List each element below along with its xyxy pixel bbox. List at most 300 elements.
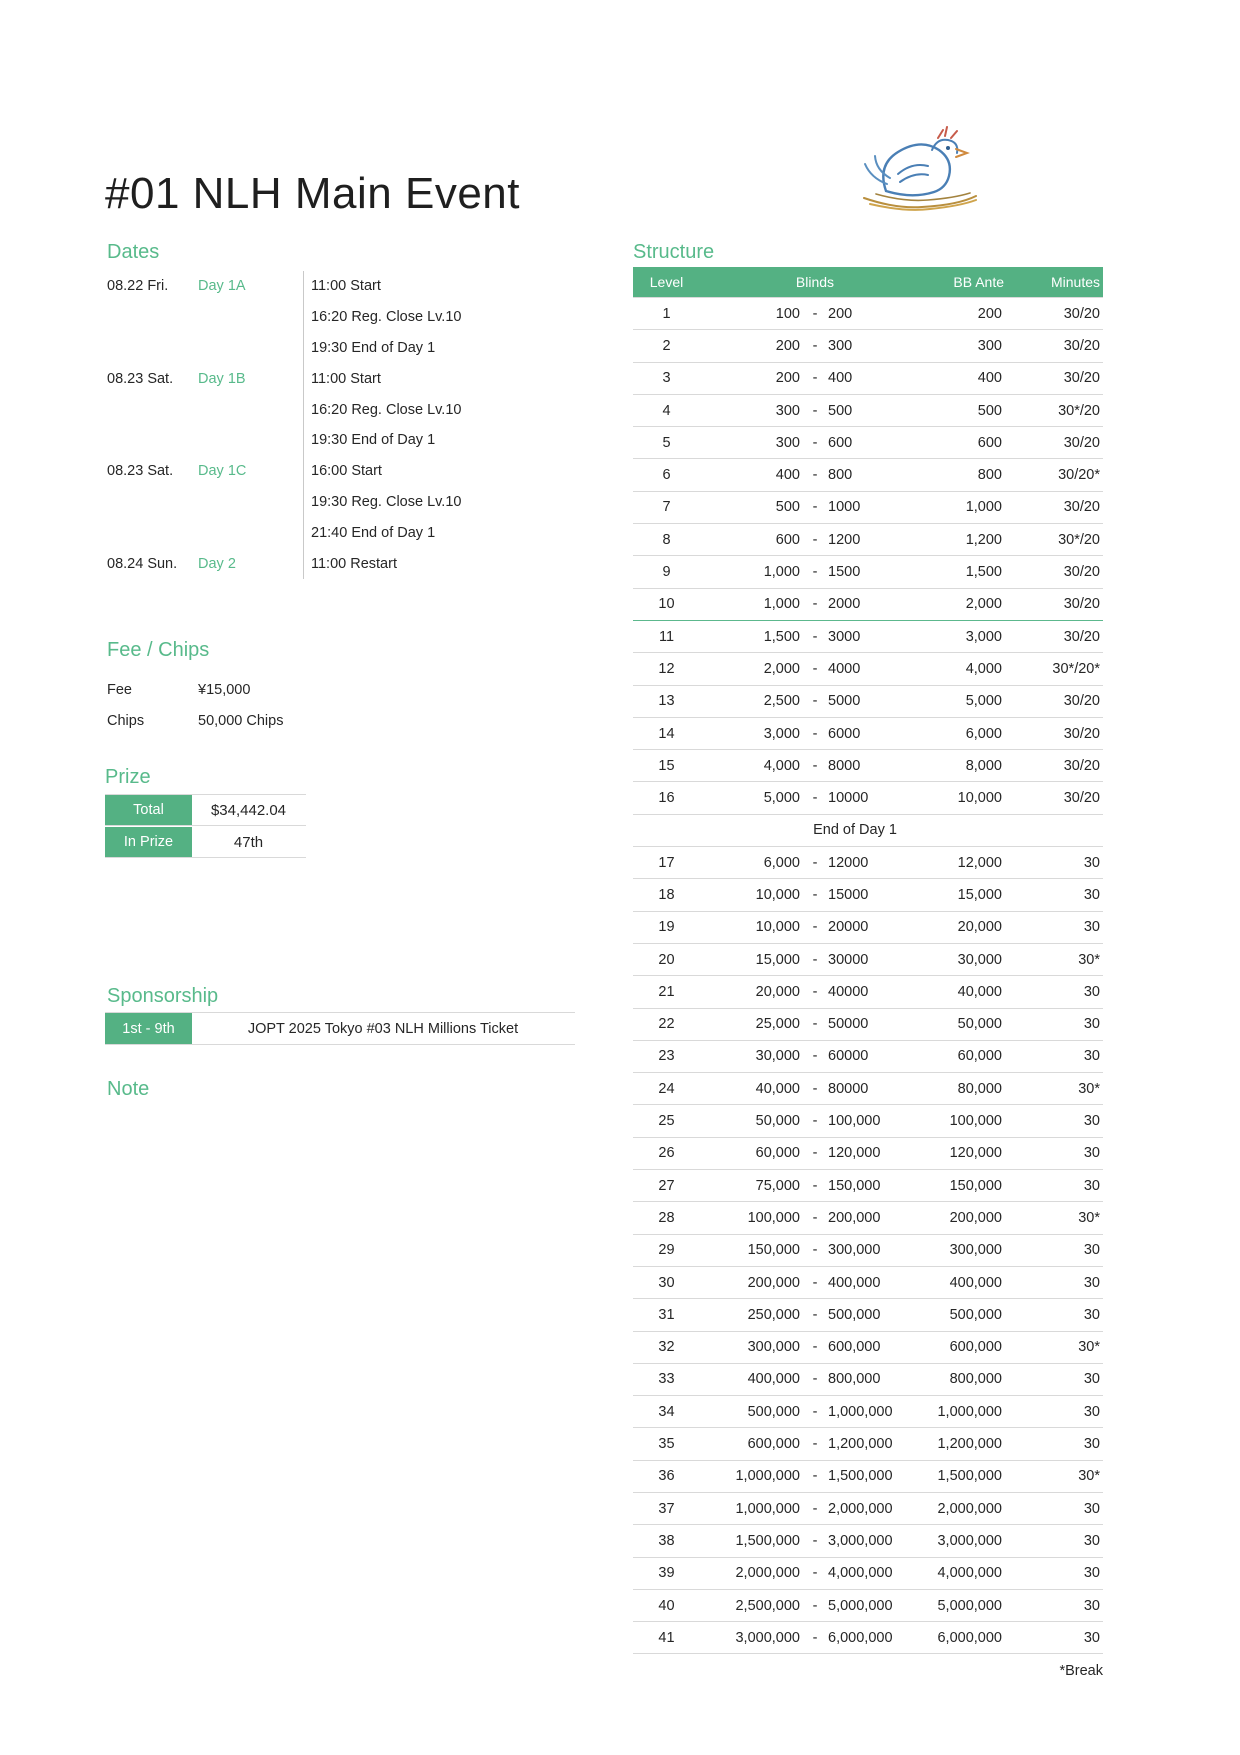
level-cell: 7 (662, 499, 671, 516)
fee-value: ¥15,000 (198, 681, 251, 698)
bb-ante-cell: 1,200 (965, 531, 1002, 548)
blinds-separator: - (812, 725, 818, 742)
big-blind-cell: 500,000 (828, 1306, 881, 1323)
structure-level-row (633, 1396, 1103, 1428)
minutes-cell: 30/20 (1063, 725, 1100, 742)
big-blind-cell: 5000 (828, 693, 861, 710)
small-blind-cell: 6,000 (763, 854, 800, 871)
minutes-cell: 30 (1083, 1629, 1100, 1646)
level-cell: 13 (658, 693, 675, 710)
bb-ante-cell: 5,000 (965, 693, 1002, 710)
small-blind-cell: 5,000 (763, 790, 800, 807)
minutes-cell: 30/20 (1063, 628, 1100, 645)
level-cell: 15 (658, 757, 675, 774)
minutes-cell: 30 (1083, 1532, 1100, 1549)
small-blind-cell: 200 (775, 370, 800, 387)
level-cell: 6 (662, 467, 671, 484)
level-cell: 25 (658, 1113, 675, 1130)
level-cell: 9 (662, 564, 671, 581)
small-blind-cell: 1,000,000 (735, 1500, 800, 1517)
level-cell: 32 (658, 1339, 675, 1356)
date-row (107, 456, 547, 487)
date-cell: 08.22 Fri. (107, 278, 169, 295)
structure-level-row (633, 1590, 1103, 1622)
column-header-level: Level (649, 274, 684, 290)
small-blind-cell: 10,000 (755, 886, 800, 903)
level-cell: 40 (658, 1597, 675, 1614)
bb-ante-cell: 800,000 (949, 1371, 1002, 1388)
structure-level-row (633, 912, 1103, 944)
blinds-separator: - (812, 434, 818, 451)
bb-ante-cell: 500,000 (949, 1306, 1002, 1323)
bb-ante-cell: 500 (977, 402, 1002, 419)
level-cell: 41 (658, 1629, 675, 1646)
minutes-cell: 30 (1083, 1436, 1100, 1453)
bb-ante-cell: 6,000 (965, 725, 1002, 742)
small-blind-cell: 10,000 (755, 919, 800, 936)
big-blind-cell: 400 (828, 370, 853, 387)
small-blind-cell: 2,500,000 (735, 1597, 800, 1614)
minutes-cell: 30 (1083, 983, 1100, 1000)
minutes-cell: 30 (1083, 1274, 1100, 1291)
day-label: Day 2 (198, 555, 236, 572)
big-blind-cell: 1000 (828, 499, 861, 516)
blinds-separator: - (812, 951, 818, 968)
small-blind-cell: 200 (775, 337, 800, 354)
minutes-cell: 30/20 (1063, 337, 1100, 354)
prize-row (105, 827, 306, 858)
minutes-cell: 30*/20 (1058, 402, 1100, 419)
minutes-cell: 30/20 (1063, 434, 1100, 451)
small-blind-cell: 75,000 (755, 1177, 800, 1194)
small-blind-cell: 25,000 (755, 1016, 800, 1033)
level-cell: 1 (662, 305, 671, 322)
small-blind-cell: 200,000 (747, 1274, 800, 1291)
structure-header-row (633, 267, 1103, 298)
structure-level-row (633, 395, 1103, 427)
bb-ante-cell: 200,000 (949, 1209, 1002, 1226)
small-blind-cell: 1,500,000 (735, 1532, 800, 1549)
bb-ante-cell: 30,000 (957, 951, 1002, 968)
minutes-cell: 30 (1083, 1242, 1100, 1259)
date-row (107, 333, 547, 364)
bb-ante-cell: 20,000 (957, 919, 1002, 936)
level-cell: 35 (658, 1436, 675, 1453)
time-cell: 16:20 Reg. Close Lv.10 (303, 302, 547, 333)
date-row (107, 302, 547, 333)
bb-ante-cell: 1,500,000 (937, 1468, 1002, 1485)
small-blind-cell: 300 (775, 434, 800, 451)
bb-ante-cell: 2,000 (965, 596, 1002, 613)
big-blind-cell: 3000 (828, 628, 861, 645)
level-cell: 10 (658, 596, 675, 613)
minutes-cell: 30/20 (1063, 370, 1100, 387)
bb-ante-cell: 400,000 (949, 1274, 1002, 1291)
big-blind-cell: 150,000 (828, 1177, 881, 1194)
structure-level-row (633, 1009, 1103, 1041)
big-blind-cell: 800 (828, 467, 853, 484)
bird-on-nest-icon (850, 122, 990, 217)
structure-level-row (633, 1299, 1103, 1331)
structure-level-row (633, 782, 1103, 814)
bb-ante-cell: 5,000,000 (937, 1597, 1002, 1614)
structure-level-row (633, 718, 1103, 750)
big-blind-cell: 20000 (828, 919, 869, 936)
structure-level-row (633, 427, 1103, 459)
big-blind-cell: 15000 (828, 886, 869, 903)
day-label: Day 1A (198, 278, 246, 295)
date-row (107, 487, 547, 518)
level-cell: 39 (658, 1565, 675, 1582)
minutes-cell: 30 (1083, 1371, 1100, 1388)
date-cell: 08.24 Sun. (107, 555, 178, 572)
bb-ante-cell: 6,000,000 (937, 1629, 1002, 1646)
big-blind-cell: 1200 (828, 531, 861, 548)
blinds-separator: - (812, 1468, 818, 1485)
minutes-cell: 30/20 (1063, 693, 1100, 710)
big-blind-cell: 3,000,000 (828, 1532, 893, 1549)
minutes-cell: 30/20 (1063, 564, 1100, 581)
small-blind-cell: 600,000 (747, 1436, 800, 1453)
structure-level-row (633, 1267, 1103, 1299)
bb-ante-cell: 1,500 (965, 564, 1002, 581)
big-blind-cell: 6000 (828, 725, 861, 742)
level-cell: 29 (658, 1242, 675, 1259)
sponsorship-table (105, 1012, 575, 1045)
blinds-separator: - (812, 854, 818, 871)
note-heading: Note (107, 1078, 150, 1100)
level-cell: 14 (658, 725, 675, 742)
minutes-cell: 30 (1083, 1177, 1100, 1194)
bb-ante-cell: 300,000 (949, 1242, 1002, 1259)
prize-table (105, 794, 306, 858)
small-blind-cell: 100 (775, 305, 800, 322)
big-blind-cell: 500 (828, 402, 853, 419)
structure-level-row (633, 1364, 1103, 1396)
bb-ante-cell: 60,000 (957, 1048, 1002, 1065)
small-blind-cell: 15,000 (755, 951, 800, 968)
minutes-cell: 30* (1078, 1468, 1100, 1485)
level-cell: 11 (658, 628, 675, 645)
level-cell: 24 (658, 1080, 675, 1097)
minutes-cell: 30/20 (1063, 596, 1100, 613)
blinds-separator: - (812, 1113, 818, 1130)
small-blind-cell: 400,000 (747, 1371, 800, 1388)
small-blind-cell: 2,500 (763, 693, 800, 710)
time-cell: 16:20 Reg. Close Lv.10 (303, 394, 547, 425)
level-cell: 34 (658, 1403, 675, 1420)
minutes-cell: 30 (1083, 1403, 1100, 1420)
bb-ante-cell: 3,000,000 (937, 1532, 1002, 1549)
break-footnote: *Break (1059, 1663, 1103, 1680)
structure-level-row (633, 459, 1103, 491)
bb-ante-cell: 40,000 (957, 983, 1002, 1000)
fee-row (107, 674, 283, 705)
structure-level-row (633, 1073, 1103, 1105)
sponsorship-heading: Sponsorship (107, 985, 219, 1007)
small-blind-cell: 2,000 (763, 660, 800, 677)
level-cell: 3 (662, 370, 671, 387)
structure-level-row (633, 944, 1103, 976)
small-blind-cell: 300,000 (747, 1339, 800, 1356)
blinds-separator: - (812, 1532, 818, 1549)
prize-row (105, 795, 306, 826)
small-blind-cell: 30,000 (755, 1048, 800, 1065)
bb-ante-cell: 4,000 (965, 660, 1002, 677)
minutes-cell: 30/20 (1063, 499, 1100, 516)
level-cell: 26 (658, 1145, 675, 1162)
big-blind-cell: 60000 (828, 1048, 869, 1065)
structure-level-row (633, 1332, 1103, 1364)
minutes-cell: 30/20 (1063, 790, 1100, 807)
structure-level-row (633, 653, 1103, 685)
bb-ante-cell: 800 (977, 467, 1002, 484)
fee-label: Fee (107, 681, 132, 698)
time-cell: 21:40 End of Day 1 (303, 517, 547, 548)
minutes-cell: 30 (1083, 1113, 1100, 1130)
small-blind-cell: 1,000 (763, 596, 800, 613)
sponsorship-rank: 1st - 9th (105, 1013, 192, 1044)
blinds-separator: - (812, 693, 818, 710)
small-blind-cell: 50,000 (755, 1113, 800, 1130)
level-cell: 4 (662, 402, 671, 419)
minutes-cell: 30 (1083, 1016, 1100, 1033)
blinds-separator: - (812, 1080, 818, 1097)
level-cell: 12 (658, 660, 675, 677)
level-cell: 20 (658, 951, 675, 968)
structure-level-row (633, 1622, 1103, 1654)
bb-ante-cell: 120,000 (949, 1145, 1002, 1162)
blinds-separator: - (812, 1436, 818, 1453)
bb-ante-cell: 4,000,000 (937, 1565, 1002, 1582)
blinds-separator: - (812, 531, 818, 548)
blinds-separator: - (812, 1403, 818, 1420)
small-blind-cell: 1,000,000 (735, 1468, 800, 1485)
structure-heading: Structure (633, 241, 715, 263)
structure-level-row (633, 1041, 1103, 1073)
structure-level-row (633, 1170, 1103, 1202)
minutes-cell: 30 (1083, 1145, 1100, 1162)
level-cell: 19 (658, 919, 675, 936)
big-blind-cell: 200,000 (828, 1209, 881, 1226)
big-blind-cell: 4,000,000 (828, 1565, 893, 1582)
big-blind-cell: 600 (828, 434, 853, 451)
prize-row-label: Total (105, 795, 192, 825)
big-blind-cell: 600,000 (828, 1339, 881, 1356)
time-cell: 16:00 Start (303, 456, 547, 487)
level-cell: 8 (662, 531, 671, 548)
big-blind-cell: 6,000,000 (828, 1629, 893, 1646)
level-cell: 36 (658, 1468, 675, 1485)
time-cell: 19:30 End of Day 1 (303, 333, 547, 364)
big-blind-cell: 8000 (828, 757, 861, 774)
blinds-separator: - (812, 402, 818, 419)
blinds-separator: - (812, 757, 818, 774)
minutes-cell: 30/20 (1063, 757, 1100, 774)
minutes-cell: 30 (1083, 1565, 1100, 1582)
structure-level-row (633, 750, 1103, 782)
structure-level-row (633, 1105, 1103, 1137)
time-cell: 11:00 Restart (303, 548, 547, 579)
level-cell: 23 (658, 1048, 675, 1065)
blinds-separator: - (812, 499, 818, 516)
bb-ante-cell: 300 (977, 337, 1002, 354)
blinds-separator: - (812, 1306, 818, 1323)
big-blind-cell: 300,000 (828, 1242, 881, 1259)
blinds-separator: - (812, 983, 818, 1000)
structure-level-row (633, 1558, 1103, 1590)
blinds-separator: - (812, 1500, 818, 1517)
date-cell: 08.23 Sat. (107, 463, 174, 480)
small-blind-cell: 300 (775, 402, 800, 419)
bb-ante-cell: 200 (977, 305, 1002, 322)
bb-ante-cell: 1,000 (965, 499, 1002, 516)
big-blind-cell: 200 (828, 305, 853, 322)
bb-ante-cell: 3,000 (965, 628, 1002, 645)
date-row (107, 425, 547, 456)
bb-ante-cell: 50,000 (957, 1016, 1002, 1033)
dates-heading: Dates (107, 241, 160, 263)
minutes-cell: 30*/20 (1058, 531, 1100, 548)
blinds-separator: - (812, 1629, 818, 1646)
end-of-day-row (633, 815, 1103, 847)
fee-label: Chips (107, 712, 145, 729)
structure-level-row (633, 330, 1103, 362)
big-blind-cell: 800,000 (828, 1371, 881, 1388)
structure-level-row (633, 298, 1103, 330)
day-label: Day 1B (198, 370, 246, 387)
level-cell: 21 (658, 983, 675, 1000)
big-blind-cell: 2,000,000 (828, 1500, 893, 1517)
blinds-separator: - (812, 1209, 818, 1226)
fee-value: 50,000 Chips (198, 712, 284, 729)
bb-ante-cell: 400 (977, 370, 1002, 387)
small-blind-cell: 2,000,000 (735, 1565, 800, 1582)
blinds-separator: - (812, 1177, 818, 1194)
blinds-separator: - (812, 1565, 818, 1582)
big-blind-cell: 5,000,000 (828, 1597, 893, 1614)
page-title: #01 NLH Main Event (105, 169, 520, 219)
prize-row-value: $34,442.04 (210, 801, 287, 819)
blinds-separator: - (812, 628, 818, 645)
small-blind-cell: 4,000 (763, 757, 800, 774)
small-blind-cell: 1,000 (763, 564, 800, 581)
big-blind-cell: 80000 (828, 1080, 869, 1097)
minutes-cell: 30 (1083, 854, 1100, 871)
level-cell: 17 (658, 854, 675, 871)
blinds-separator: - (812, 1048, 818, 1065)
small-blind-cell: 3,000 (763, 725, 800, 742)
blinds-separator: - (812, 305, 818, 322)
big-blind-cell: 10000 (828, 790, 869, 807)
bb-ante-cell: 600,000 (949, 1339, 1002, 1356)
event-logo (850, 122, 990, 217)
bb-ante-cell: 8,000 (965, 757, 1002, 774)
blinds-separator: - (812, 1242, 818, 1259)
minutes-cell: 30/20 (1063, 305, 1100, 322)
small-blind-cell: 60,000 (755, 1145, 800, 1162)
small-blind-cell: 40,000 (755, 1080, 800, 1097)
level-cell: 18 (658, 886, 675, 903)
sponsorship-prize: JOPT 2025 Tokyo #03 NLH Millions Ticket (247, 1020, 519, 1037)
blinds-separator: - (812, 1016, 818, 1033)
level-cell: 31 (658, 1306, 675, 1323)
bb-ante-cell: 10,000 (957, 790, 1002, 807)
blinds-separator: - (812, 337, 818, 354)
small-blind-cell: 150,000 (747, 1242, 800, 1259)
small-blind-cell: 500,000 (747, 1403, 800, 1420)
structure-level-row (633, 847, 1103, 879)
small-blind-cell: 100,000 (747, 1209, 800, 1226)
big-blind-cell: 300 (828, 337, 853, 354)
small-blind-cell: 400 (775, 467, 800, 484)
date-cell: 08.23 Sat. (107, 370, 174, 387)
minutes-cell: 30* (1078, 1080, 1100, 1097)
minutes-cell: 30* (1078, 951, 1100, 968)
prize-row-value: 47th (233, 833, 264, 851)
blinds-separator: - (812, 660, 818, 677)
minutes-cell: 30 (1083, 1048, 1100, 1065)
blinds-separator: - (812, 1371, 818, 1388)
big-blind-cell: 120,000 (828, 1145, 881, 1162)
structure-table (633, 267, 1103, 1679)
structure-level-row (633, 524, 1103, 556)
level-cell: 37 (658, 1500, 675, 1517)
big-blind-cell: 1,500,000 (828, 1468, 893, 1485)
level-cell: 2 (662, 337, 671, 354)
structure-level-row (633, 1138, 1103, 1170)
time-cell: 19:30 End of Day 1 (303, 425, 547, 456)
big-blind-cell: 40000 (828, 983, 869, 1000)
blinds-separator: - (812, 1597, 818, 1614)
big-blind-cell: 1500 (828, 564, 861, 581)
blinds-separator: - (812, 370, 818, 387)
level-cell: 5 (662, 434, 671, 451)
end-of-day-label: End of Day 1 (813, 822, 897, 839)
bb-ante-cell: 1,200,000 (937, 1436, 1002, 1453)
day-label: Day 1C (198, 463, 247, 480)
big-blind-cell: 400,000 (828, 1274, 881, 1291)
minutes-cell: 30/20* (1058, 467, 1100, 484)
level-cell: 30 (658, 1274, 675, 1291)
time-cell: 11:00 Start (303, 271, 547, 302)
level-cell: 38 (658, 1532, 675, 1549)
big-blind-cell: 30000 (828, 951, 869, 968)
structure-level-row (633, 1428, 1103, 1460)
blinds-separator: - (812, 1145, 818, 1162)
level-cell: 27 (658, 1177, 675, 1194)
bb-ante-cell: 80,000 (957, 1080, 1002, 1097)
minutes-cell: 30 (1083, 1597, 1100, 1614)
minutes-cell: 30 (1083, 886, 1100, 903)
blinds-separator: - (812, 886, 818, 903)
structure-level-row (633, 1525, 1103, 1557)
minutes-cell: 30* (1078, 1339, 1100, 1356)
structure-level-row (633, 492, 1103, 524)
fee-chips-heading: Fee / Chips (107, 639, 210, 661)
bb-ante-cell: 12,000 (957, 854, 1002, 871)
blinds-separator: - (812, 596, 818, 613)
structure-level-row (633, 589, 1103, 621)
big-blind-cell: 100,000 (828, 1113, 881, 1130)
blinds-separator: - (812, 1339, 818, 1356)
date-row (107, 394, 547, 425)
structure-level-row (633, 1202, 1103, 1234)
column-header-blinds: Blinds (795, 274, 835, 290)
small-blind-cell: 250,000 (747, 1306, 800, 1323)
level-cell: 16 (658, 790, 675, 807)
big-blind-cell: 1,000,000 (828, 1403, 893, 1420)
